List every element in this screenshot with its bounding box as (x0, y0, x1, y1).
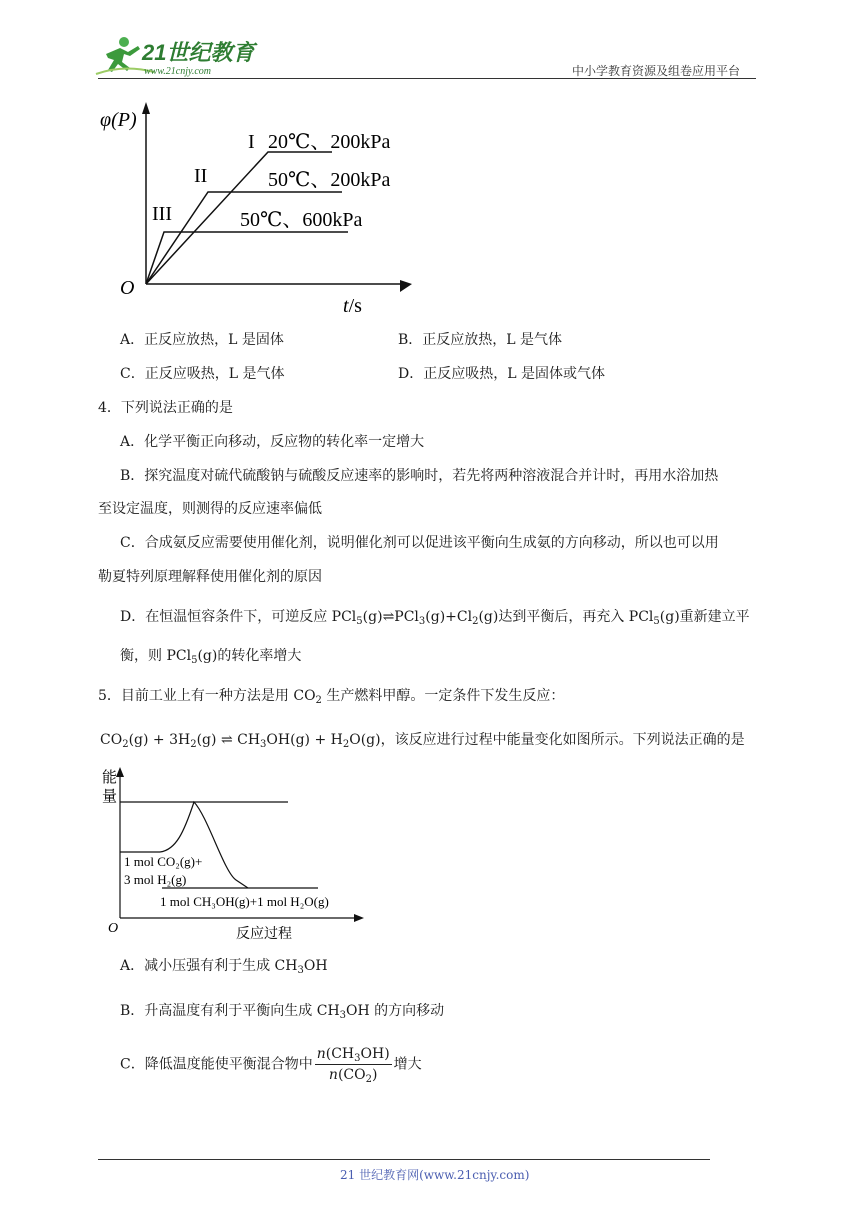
q4-option-d-line2: 衡，则 PCl$_5$(g)的转化率增大 (120, 648, 302, 666)
header-divider (98, 78, 756, 79)
y-axis-label-line1: 能 (102, 770, 118, 786)
x-axis-label: 反应过程 (236, 927, 292, 942)
q4-option-a: A．化学平衡正向移动，反应物的转化率一定增大 (120, 434, 425, 450)
origin-label: O (108, 921, 119, 936)
curve-I-label: I (248, 131, 255, 153)
x-axis-label: t/s (343, 295, 362, 317)
curve-I-condition: 20℃、200kPa (268, 131, 391, 153)
q4-option-d-line1: D．在恒温恒容条件下，可逆反应 $PCl_5(g)\rightleftharpoons PCl_3(g)+Cl_2(g)$达到平衡后，再充入 PCl$_5$(g)重新建立平 (120, 609, 750, 627)
curve-II-condition: 50℃、200kPa (268, 169, 391, 191)
curve-III-condition: 50℃、600kPa (240, 209, 363, 231)
phi-p-vs-time-graph (96, 96, 426, 320)
q4-option-b-line2: 至设定温度，则测得的反应速率偏低 (98, 501, 322, 517)
curve-II-label: II (194, 165, 208, 187)
q5-stem: 5．目前工业上有一种方法是用 $CO_2$ 生产燃料甲醇。一定条件下发生反应： (98, 688, 565, 706)
q4-option-b-line1: B．探究温度对硫代硫酸钠与硫酸反应速率的影响时，若先将两种溶液混合并计时，再用水浴加热 (120, 468, 719, 484)
curve-III-label: III (152, 203, 172, 225)
y-axis-label: φ(P) (100, 109, 137, 131)
q5-option-b: B．升高温度有利于平衡向生成 $CH_3OH$ 的方向移动 (120, 1003, 445, 1021)
reactants-label-line2: 3 mol H₂(g) (124, 872, 187, 887)
origin-label: O (120, 277, 135, 299)
products-label: 1 mol CH₃OH(g)+1 mol H₂O(g) (160, 894, 329, 909)
header-logo (94, 34, 264, 78)
q4-stem: 4．下列说法正确的是 (98, 400, 233, 416)
q3-option-a: A．正反应放热，L 是固体 (120, 332, 284, 348)
q5-equation: $CO_2(g) + 3H_2(g)$ ⇌ $CH_3OH(g) + H_2O(g)$，该反应进行过程中能量变化如图所示。下列说法正确的是 (100, 732, 745, 750)
q3-option-b: B．正反应放热，L 是气体 (398, 332, 563, 348)
q3-option-c: C．正反应吸热，L 是气体 (120, 366, 285, 382)
q4-option-c-line1: C．合成氨反应需要使用催化剂，说明催化剂可以促进该平衡向生成氨的方向移动，所以也可以用 (120, 535, 719, 551)
curve-II (146, 192, 342, 284)
svg-text:21世纪教育: 21世纪教育 (142, 40, 255, 65)
footer-link[interactable]: 21 世纪教育网(www.21cnjy.com) (340, 1168, 530, 1182)
q3-option-d: D．正反应吸热，L 是固体或气体 (398, 366, 605, 382)
runner-logo-icon (94, 34, 264, 78)
reactants-label-line1: 1 mol CO₂(g)+ (124, 854, 203, 869)
q5-option-a: A．减小压强有利于生成 $CH_3OH$ (120, 958, 328, 976)
footer-divider (98, 1159, 710, 1160)
energy-profile-graph (96, 762, 366, 944)
y-axis-label-line2: 量 (102, 789, 118, 805)
q4-option-c-line2: 勒夏特列原理解释使用催化剂的原因 (98, 569, 322, 585)
header-platform-name: 中小学教育资源及组卷应用平台 (572, 64, 741, 78)
q5-option-c: C．降低温度能使平衡混合物中 $\frac{n(CH_3OH)}{n(CO_2)}$ 增大 (120, 1046, 422, 1085)
ratio-fraction: $\frac{n(CH_3OH)}{n(CO_2)}$ (316, 1046, 390, 1085)
svg-text:www.21cnjy.com: www.21cnjy.com (144, 66, 212, 77)
